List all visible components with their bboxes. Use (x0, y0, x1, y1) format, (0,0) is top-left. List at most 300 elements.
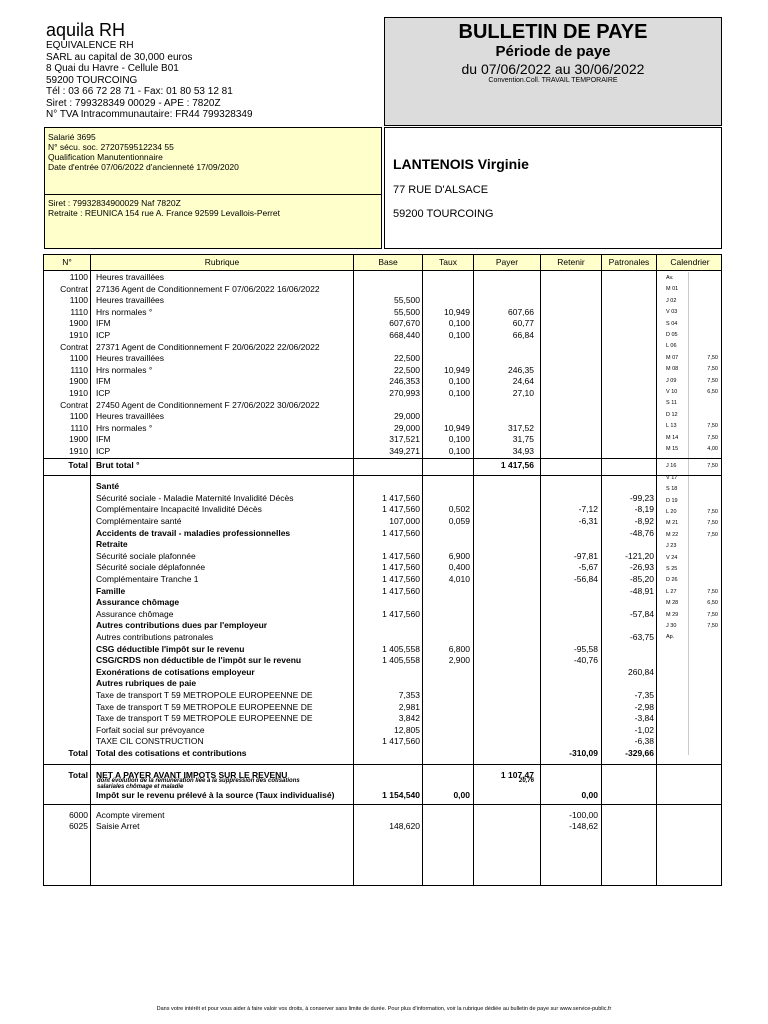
salarie-line: Salarié 3695 (48, 132, 96, 142)
row-rubrique: Complémentaire Tranche 1 (96, 574, 199, 584)
calendar-day-hours: 7,50 (707, 520, 718, 527)
row-number: 1110 (70, 364, 88, 375)
calendar-day (656, 296, 722, 307)
row-retenir: -7,12 (578, 504, 598, 515)
table-row (44, 295, 721, 307)
row-rubrique: Heures travaillées (96, 411, 165, 422)
row-rubrique: Hrs normales ° (96, 364, 153, 375)
employer-line: SARL au capital de 30,000 euros (46, 51, 193, 63)
row-base: 270,993 (389, 388, 420, 398)
row-payer: 66,84 (512, 330, 534, 340)
table-row (44, 632, 721, 644)
payslip-table (43, 254, 722, 886)
employee-name: LANTENOIS Virginie (393, 156, 529, 172)
row-payer: 34,93 (512, 446, 534, 456)
table-row (44, 446, 721, 458)
calendar-day (656, 387, 722, 398)
row-payer: 60,77 (512, 318, 534, 329)
row-base: 1 417,560 (382, 527, 420, 538)
calendar-day-label: D 05 (666, 332, 678, 338)
calendar-day-hours: 7,50 (707, 611, 718, 618)
employee-box (384, 127, 722, 249)
calendar-day (656, 541, 722, 552)
row-number: 1100 (69, 353, 88, 364)
row-rubrique: Acompte virement (96, 809, 165, 820)
row-base: 317,521 (389, 434, 420, 445)
row-rubrique: Complémentaire Incapacité Invalidité Décès (96, 504, 262, 515)
total-cotisations-row (44, 748, 721, 760)
row-rubrique: Saisie Arret (96, 821, 140, 832)
row-rubrique: TAXE CIL CONSTRUCTION (96, 736, 204, 747)
row-base: 1 417,560 (382, 574, 420, 584)
salarie-line: N° sécu. soc. 2720759512234 55 (48, 142, 174, 152)
row-taux: 2,900 (448, 655, 470, 666)
calendar-day-label: L 20 (666, 509, 677, 515)
header-patronales: Patronales (608, 257, 650, 267)
row-patronales: -7,35 (634, 690, 654, 700)
row-rubrique: Retraite (96, 539, 128, 550)
employer-block (46, 20, 376, 121)
calendar-day (656, 273, 722, 284)
calendar-day-hours: 7,50 (707, 366, 718, 373)
title-box (384, 17, 722, 126)
row-number: 1900 (69, 376, 88, 387)
row-retenir: -310,09 (569, 748, 598, 758)
row-rubrique: Hrs normales ° (96, 422, 153, 433)
row-rubrique: Complémentaire santé (96, 516, 182, 526)
table-row (44, 539, 721, 551)
table-row (44, 609, 721, 621)
row-patronales: -2,98 (634, 701, 654, 712)
table-row (44, 493, 721, 505)
row-base: 1 154,540 (382, 790, 420, 801)
table-row (44, 516, 721, 528)
table-row (44, 690, 721, 702)
table-row (44, 597, 721, 609)
row-rubrique: Impôt sur le revenu prélevé à la source (Taux individualisé) (96, 790, 335, 801)
calendar-day (656, 376, 722, 387)
row-payer: 27,10 (512, 388, 534, 398)
table-row (44, 318, 721, 330)
row-patronales: -85,20 (629, 574, 654, 584)
row-taux: 0,502 (448, 504, 470, 515)
net-detail-value: 20,76 (518, 778, 534, 785)
calendar-day-hours: 6,50 (707, 600, 718, 607)
calendar-day-label: D 26 (666, 577, 678, 584)
row-payer: 607,66 (508, 306, 534, 317)
row-number: 1910 (69, 388, 88, 398)
table-row (44, 736, 721, 748)
row-patronales: -26,93 (629, 562, 654, 573)
calendar-day (656, 575, 722, 586)
salarie-line: Qualification Manutentionnaire (48, 152, 163, 162)
calendar-day (656, 444, 722, 455)
calendar-day-label: D 19 (666, 497, 678, 504)
calendar-day-hours: 7,50 (707, 509, 718, 515)
salarie-line: Date d'entrée 07/06/2022 d'ancienneté 17/09/2020 (48, 162, 239, 172)
row-retenir: -148,62 (569, 821, 598, 832)
calendar-day (656, 610, 722, 621)
row-rubrique: Taxe de transport T 59 METROPOLE EUROPEENNE DE (96, 713, 313, 724)
header-base: Base (378, 257, 398, 267)
row-divider (44, 475, 721, 476)
row-base: 607,670 (389, 318, 420, 329)
calendar-day-label: V 10 (666, 389, 678, 395)
row-base: 148,620 (389, 821, 420, 832)
calendar-day-label: M 29 (666, 611, 679, 618)
calendar-day-hours: 7,50 (707, 588, 718, 595)
employee-address2: 59200 TOURCOING (393, 208, 494, 220)
row-base: 1 417,560 (382, 492, 420, 503)
calendar-day (656, 353, 722, 364)
row-number: 1100 (69, 411, 88, 422)
row-number: 1100 (69, 272, 88, 282)
row-patronales: -3,84 (634, 713, 654, 724)
net-detail-line2: salariales chômage et maladie (97, 784, 184, 791)
row-base: 1 417,560 (382, 585, 420, 596)
row-retenir: -100,00 (569, 809, 598, 820)
calendar-day-label: M 08 (666, 366, 679, 373)
row-patronales: -329,66 (625, 748, 654, 758)
row-taux: 0,100 (448, 446, 470, 456)
row-base: 22,500 (394, 364, 420, 375)
calendar-day (656, 530, 722, 541)
calendar-day (656, 410, 722, 421)
calendar-day-label: L 13 (666, 423, 677, 430)
row-base: 3,842 (398, 713, 420, 724)
row-number: Total (68, 459, 88, 470)
calendar-day-label: M 15 (666, 446, 679, 452)
calendar-day-label: V 03 (666, 309, 678, 316)
calendar-day-label: J 23 (666, 543, 677, 550)
row-base: 55,500 (394, 306, 420, 317)
calendar-day-hours: 7,50 (707, 463, 718, 470)
calendar-day (656, 507, 722, 518)
row-rubrique: IFM (96, 434, 111, 445)
row-patronales: -8,92 (634, 516, 654, 526)
row-patronales: -63,75 (629, 632, 654, 642)
row-rubrique: ICP (96, 388, 111, 398)
calendar-day (656, 398, 722, 409)
calendar-day-label: S 11 (666, 400, 677, 407)
calendar-day (656, 364, 722, 375)
row-base: 107,000 (389, 516, 420, 526)
table-row (44, 725, 721, 737)
row-rubrique: Hrs normales ° (96, 306, 153, 317)
row-patronales: -57,84 (629, 608, 654, 619)
table-row (44, 586, 721, 598)
table-row (44, 528, 721, 540)
row-rubrique: Famille (96, 585, 126, 596)
table-row (44, 284, 721, 296)
convention: Convention.Coll. TRAVAIL TEMPORAIRE (488, 77, 618, 84)
calendar-day (656, 598, 722, 609)
row-base: 1 417,560 (382, 562, 420, 573)
table-row (44, 365, 721, 377)
table-row (44, 423, 721, 435)
row-taux: 10,949 (444, 364, 470, 375)
row-rubrique: CSG/CRDS non déductible de l'impôt sur le revenu (96, 655, 302, 666)
row-retenir: -97,81 (573, 550, 598, 561)
row-retenir: -56,84 (573, 574, 598, 584)
calendar-day-label: M 07 (666, 354, 679, 361)
row-rubrique: Forfait social sur prévoyance (96, 724, 205, 735)
row-base: 12,805 (394, 724, 420, 735)
row-base: 7,353 (398, 690, 420, 700)
row-rubrique: Taxe de transport T 59 METROPOLE EUROPEENNE DE (96, 690, 313, 700)
calendar-day-label: M 28 (666, 600, 679, 607)
table-row (44, 504, 721, 516)
table-row (44, 620, 721, 632)
row-rubrique: 27450 Agent de Conditionnement F 27/06/2022 30/06/2022 (96, 399, 320, 410)
row-patronales: -8,19 (634, 504, 654, 515)
row-number: Contrat (60, 341, 88, 352)
row-number: 1910 (69, 330, 88, 340)
table-row (44, 272, 721, 284)
siret-line: Siret : 79932834900029 Naf 7820Z (48, 198, 181, 208)
row-rubrique: Heures travaillées (96, 353, 165, 364)
row-base: 1 417,560 (382, 504, 420, 515)
row-rubrique: ICP (96, 330, 111, 340)
row-divider (44, 804, 721, 805)
row-base: 1 417,560 (382, 550, 420, 561)
row-rubrique: NET A PAYER AVANT IMPOTS SUR LE REVENU (96, 769, 288, 780)
calendar-day (656, 473, 722, 484)
calendar-day-label: M 21 (666, 520, 679, 527)
row-base: 55,500 (394, 295, 420, 306)
row-base: 29,000 (394, 411, 420, 422)
employer-line: 8 Quai du Havre - Cellule B01 (46, 63, 179, 74)
row-rubrique: Sécurité sociale plafonnée (96, 550, 196, 561)
net-detail-line1: dont évolution de la rémunération liée à la suppression des cotisations (97, 778, 300, 785)
row-taux: 4,010 (448, 574, 470, 584)
row-taux: 0,100 (448, 318, 470, 329)
row-taux: 0,400 (448, 562, 470, 573)
row-number: 6025 (69, 821, 88, 832)
row-number: Contrat (60, 283, 88, 294)
table-row (44, 400, 721, 412)
row-base: 349,271 (389, 446, 420, 456)
row-taux: 0,059 (448, 516, 470, 526)
row-number: 6000 (69, 809, 88, 820)
period-label: Période de paye (495, 43, 611, 60)
row-number: Contrat (60, 399, 88, 410)
table-row (44, 678, 721, 690)
header-calendrier: Calendrier (670, 257, 710, 267)
calendar-day-label: Av. (666, 275, 674, 281)
calendar-day-label: M 01 (666, 286, 679, 293)
row-rubrique: Brut total ° (96, 459, 140, 470)
row-taux: 6,900 (448, 550, 470, 561)
calendar-day-hours: 7,50 (707, 623, 718, 629)
row-payer: 31,75 (512, 434, 534, 445)
employer-line: Tél : 03 66 72 28 71 - Fax: 01 80 53 12 81 (46, 86, 233, 97)
employer-line: 59200 TOURCOING (46, 74, 138, 86)
row-base: 29,000 (394, 422, 420, 433)
row-base: 1 405,558 (382, 655, 420, 666)
calendar-day-hours: 4,00 (707, 446, 718, 452)
table-row (44, 562, 721, 574)
row-number: 1900 (69, 434, 88, 445)
row-rubrique: Santé (96, 481, 120, 492)
row-rubrique: ICP (96, 446, 111, 456)
calendar-day (656, 632, 722, 643)
row-rubrique: IFM (96, 318, 111, 329)
row-payer: 1 417,56 (500, 459, 534, 470)
row-base: 2,981 (398, 701, 420, 712)
row-number: 1910 (69, 446, 88, 456)
calendar-day-label: Ap. (666, 634, 675, 641)
employer-name: aquila RH (46, 20, 126, 40)
row-base: 22,500 (394, 353, 420, 364)
calendar-day (656, 319, 722, 330)
row-patronales: -99,23 (629, 492, 654, 503)
calendar-day (656, 330, 722, 341)
calendar-day (656, 461, 722, 472)
calendar-day-hours: 7,50 (707, 377, 718, 384)
row-base: 246,353 (389, 376, 420, 387)
employer-line: EQUIVALENCE RH (46, 40, 134, 51)
row-retenir: -95,58 (573, 643, 598, 654)
header-rubrique: Rubrique (204, 257, 240, 267)
row-patronales: -1,02 (634, 724, 654, 735)
table-row (44, 307, 721, 319)
row-number: 1110 (70, 306, 88, 317)
row-rubrique: Heures travaillées (96, 295, 165, 306)
row-divider (44, 764, 721, 765)
table-row (44, 810, 721, 822)
row-base: 1 417,560 (382, 736, 420, 747)
row-patronales: -6,38 (634, 736, 654, 747)
calendar-day-label: S 25 (666, 566, 678, 572)
row-rubrique: Autres contributions dues par l'employeur (96, 620, 268, 631)
header-payer: Payer (495, 257, 519, 267)
row-payer: 246,35 (508, 364, 534, 375)
row-rubrique: Exonérations de cotisations employeur (96, 666, 255, 677)
table-row (44, 551, 721, 563)
row-rubrique: Accidents de travail - maladies professionnelles (96, 527, 291, 538)
calendar-day (656, 421, 722, 432)
row-rubrique: Assurance chômage (96, 597, 180, 608)
calendar-day (656, 621, 722, 632)
table-row (44, 353, 721, 365)
table-row (44, 655, 721, 667)
row-taux: 10,949 (444, 306, 470, 317)
calendar-day (656, 307, 722, 318)
employer-line: N° TVA Intracommunautaire: FR44 799328349 (46, 109, 253, 120)
calendar-day-label: S 18 (666, 486, 678, 493)
header-n: N° (62, 257, 72, 267)
row-rubrique: Autres contributions patronales (96, 632, 214, 642)
row-patronales: -48,91 (629, 585, 654, 596)
row-number: 1900 (69, 318, 88, 329)
table-row (44, 702, 721, 714)
row-retenir: -6,31 (578, 516, 598, 526)
employee-address1: 77 RUE D'ALSACE (393, 184, 489, 196)
row-taux: 6,800 (448, 643, 470, 654)
calendar-day-hours: 7,50 (707, 423, 718, 430)
row-number: Total (68, 748, 88, 758)
row-taux: 0,100 (448, 388, 470, 398)
calendar-day-label: J 16 (666, 463, 677, 470)
table-row (44, 411, 721, 423)
row-payer: 1 107,47 (500, 769, 534, 780)
row-rubrique: Assurance chômage (96, 608, 174, 619)
calendar-day-label: L 27 (666, 588, 677, 595)
retraite-line: Retraite : REUNICA 154 rue A. France 92599 Levallois-Perret (48, 208, 280, 218)
header-retenir: Retenir (557, 257, 585, 267)
document-title: BULLETIN DE PAYE (458, 21, 648, 43)
footer-note: Dans votre intérêt et pour vous aider à faire valoir vos droits, à conserver sans limite de durée. Pour plus d'information, voir la rubrique dédiée au bulletin de paye sur www.service-public.fr (156, 1006, 612, 1012)
row-patronales: 260,84 (628, 666, 654, 677)
row-base: 1 405,558 (382, 643, 420, 654)
period-dates: du 07/06/2022 au 30/06/2022 (461, 61, 645, 77)
row-payer: 24,64 (512, 376, 534, 387)
row-rubrique: 27371 Agent de Conditionnement F 20/06/2022 22/06/2022 (96, 341, 320, 352)
brut-row (44, 460, 721, 472)
calendar-day-hours: 7,50 (707, 434, 718, 441)
row-retenir: -40,76 (573, 655, 598, 666)
header-taux: Taux (439, 257, 457, 267)
calendar-day-label: L 06 (666, 343, 677, 350)
impot-row (44, 790, 721, 802)
row-base: 668,440 (389, 330, 420, 340)
table-row (44, 342, 721, 354)
calendar-day-hours: 7,50 (707, 354, 718, 361)
calendar-day (656, 587, 722, 598)
calendar-day-label: M 22 (666, 531, 679, 538)
row-taux: 10,949 (444, 422, 470, 433)
calendar-day (656, 341, 722, 352)
calendar-day-label: M 14 (666, 434, 679, 441)
calendar-day-label: V 17 (666, 474, 678, 481)
calendar-day (656, 496, 722, 507)
row-taux: 0,00 (453, 790, 470, 801)
row-rubrique: CSG déductible l'impôt sur le revenu (96, 643, 245, 654)
row-rubrique: IFM (96, 376, 111, 387)
salarie-box (44, 127, 382, 249)
table-row (44, 434, 721, 446)
row-rubrique: Autres rubriques de paie (96, 678, 197, 689)
table-row (44, 376, 721, 388)
row-patronales: -121,20 (625, 550, 654, 561)
calendar-day (656, 284, 722, 295)
calendar-day-hours: 7,50 (707, 531, 718, 538)
row-patronales: -48,76 (629, 527, 654, 538)
calendar-day-label: V 24 (666, 554, 678, 561)
row-rubrique: Total des cotisations et contributions (96, 748, 247, 758)
row-rubrique: Sécurité sociale - Maladie Maternité Invalidité Décès (96, 492, 294, 503)
table-row (44, 713, 721, 725)
table-row (44, 574, 721, 586)
table-row (44, 330, 721, 342)
row-taux: 0,100 (448, 434, 470, 445)
table-row (44, 821, 721, 833)
calendar-day (656, 433, 722, 444)
calendar-day (656, 564, 722, 575)
calendar-day-label: J 09 (666, 377, 677, 384)
row-taux: 0,100 (448, 330, 470, 340)
calendar-day-hours: 6,50 (707, 389, 718, 395)
table-row (44, 388, 721, 400)
row-taux: 0,100 (448, 376, 470, 387)
calendar-day (656, 484, 722, 495)
row-base: 1 417,560 (382, 608, 420, 619)
row-payer: 317,52 (508, 422, 534, 433)
table-row (44, 481, 721, 493)
calendar-day (656, 518, 722, 529)
calendar-day-label: J 02 (666, 297, 677, 304)
